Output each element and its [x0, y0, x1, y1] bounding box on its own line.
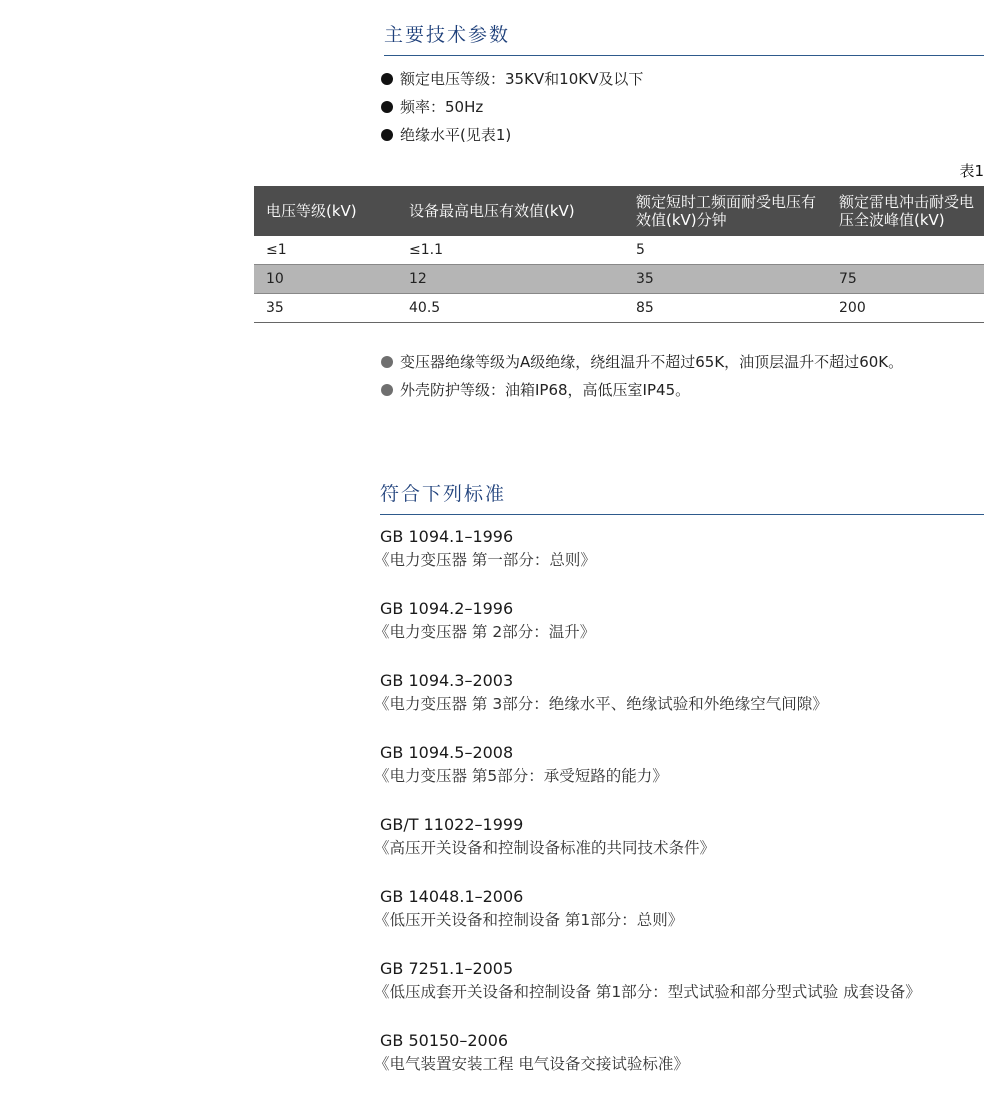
table-cell: 85	[636, 300, 654, 316]
table-cell: ≤1	[266, 242, 287, 258]
table-row	[254, 265, 984, 294]
list-item-text: 外壳防护等级：油箱IP68，高低压室IP45。	[400, 381, 691, 399]
list-item-text: 频率：50Hz	[400, 98, 484, 116]
list-item-text: 额定电压等级：35KV和10KV及以下	[400, 70, 644, 88]
standard-item	[374, 958, 990, 1030]
table-row	[254, 236, 984, 265]
list-item	[380, 348, 903, 376]
table-cell: 35	[624, 265, 827, 294]
column-header: 电压等级(kV)	[254, 186, 397, 236]
column-header: 设备最高电压有效值(kV)	[397, 186, 624, 236]
standard-code: GB 1094.3–2003	[380, 671, 514, 690]
table-cell: 200	[839, 300, 866, 316]
column-header: 额定短时工频面耐受电压有效值(kV)分钟	[624, 186, 827, 236]
list-item-text: 变压器绝缘等级为A级绝缘，绕组温升不超过65K，油顶层温升不超过60K。	[400, 353, 904, 371]
standard-name: 《电力变压器 第 3部分：绝缘水平、绝缘试验和外绝缘空气间隙》	[374, 695, 828, 713]
standard-item	[374, 670, 990, 742]
standard-name: 《电气装置安装工程 电气设备交接试验标准》	[374, 1055, 689, 1073]
table-caption: 表1	[959, 162, 984, 180]
standard-item	[374, 742, 990, 814]
bullet-icon	[381, 73, 393, 85]
standard-name: 《电力变压器 第5部分：承受短路的能力》	[374, 767, 668, 785]
bullet-icon	[381, 356, 393, 368]
table-cell: 35	[266, 300, 284, 316]
standard-item	[374, 598, 990, 670]
standard-code: GB 1094.1–1996	[380, 527, 514, 546]
section-title-technical-parameters: 主要技术参数	[384, 20, 984, 56]
bullet-icon	[381, 384, 393, 396]
standard-name: 《高压开关设备和控制设备标准的共同技术条件》	[374, 839, 716, 857]
section-title-standards: 符合下列标准	[380, 479, 984, 515]
standard-code: GB 7251.1–2005	[380, 959, 514, 978]
table-cell: 12	[397, 265, 624, 294]
standards-list	[374, 526, 990, 1102]
standard-code: GB/T 11022–1999	[380, 815, 524, 834]
standard-code: GB 14048.1–2006	[380, 887, 524, 906]
standard-name: 《电力变压器 第一部分：总则》	[374, 551, 596, 569]
table-row	[254, 294, 984, 323]
standard-item	[374, 814, 990, 886]
list-item-text: 绝缘水平(见表1)	[400, 126, 512, 144]
standard-name: 《低压成套开关设备和控制设备 第1部分：型式试验和部分型式试验 成套设备》	[374, 983, 921, 1001]
insulation-protection-list	[380, 348, 903, 404]
bullet-icon	[381, 129, 393, 141]
table-cell: 75	[827, 265, 984, 294]
standard-name: 《电力变压器 第 2部分：温升》	[374, 623, 596, 641]
standard-name: 《低压开关设备和控制设备 第1部分：总则》	[374, 911, 684, 929]
table-cell: ≤1.1	[409, 242, 443, 258]
table-cell: 10	[254, 265, 397, 294]
table-cell: 5	[636, 242, 645, 258]
insulation-level-table	[254, 186, 984, 323]
bullet-icon	[381, 101, 393, 113]
table-cell	[827, 236, 984, 265]
list-item	[380, 121, 643, 149]
standard-item	[374, 1030, 990, 1102]
list-item	[380, 376, 903, 404]
table-cell: 40.5	[409, 300, 441, 316]
standard-code: GB 1094.5–2008	[380, 743, 514, 762]
list-item	[380, 93, 643, 121]
standard-code: GB 50150–2006	[380, 1031, 509, 1050]
standard-code: GB 1094.2–1996	[380, 599, 514, 618]
list-item	[380, 65, 643, 93]
column-header: 额定雷电冲击耐受电压全波峰值(kV)	[827, 186, 984, 236]
table-header-row	[254, 186, 984, 236]
technical-parameters-list	[380, 65, 643, 149]
standard-item	[374, 886, 990, 958]
standard-item	[374, 526, 990, 598]
